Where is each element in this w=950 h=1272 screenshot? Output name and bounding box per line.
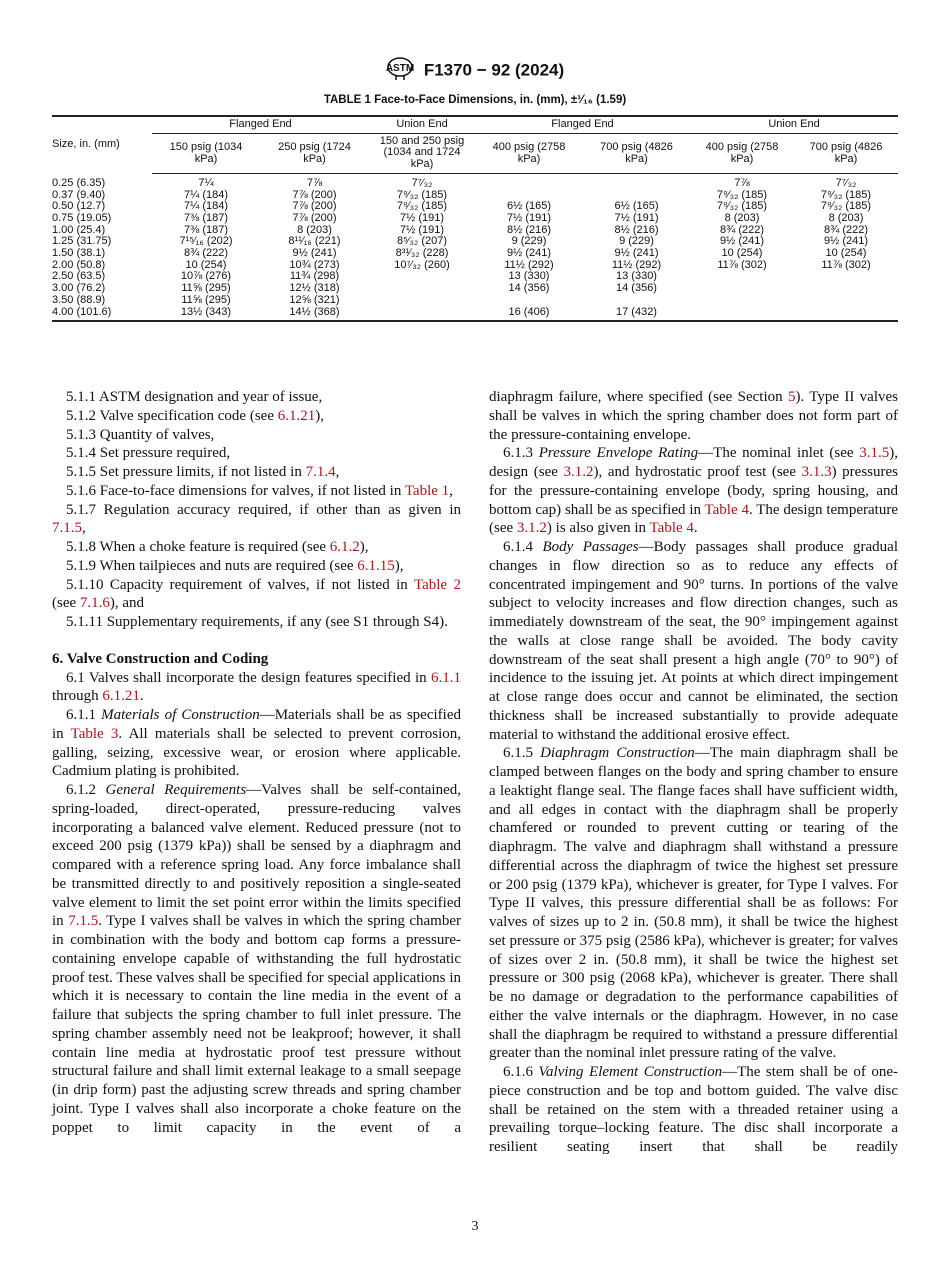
cross-reference-link[interactable]: 3.1.3 bbox=[801, 464, 832, 480]
section-heading bbox=[52, 650, 461, 669]
dimension-cell: 7½ (191) bbox=[399, 211, 445, 224]
dimension-cell bbox=[583, 173, 690, 189]
paragraph bbox=[52, 576, 461, 614]
svg-text:ASTM: ASTM bbox=[385, 63, 414, 74]
dimension-cell bbox=[369, 283, 475, 295]
text-run: 5.1.6 Face-to-face dimensions for valves, if not listed in bbox=[66, 482, 405, 499]
text-run: —Materials shall be as specified in bbox=[52, 707, 461, 742]
dimension-cell: 7⅞ bbox=[306, 176, 323, 189]
dimension-cell: 10 (254) bbox=[721, 247, 763, 260]
text-run: ), bbox=[359, 539, 369, 555]
size-cell: 1.25 (31.75) bbox=[52, 235, 112, 248]
size-cell: 0.25 (6.35) bbox=[52, 176, 106, 189]
dimension-cell: 7⁹⁄₃₂ (185) bbox=[820, 188, 872, 201]
column-header: 700 psig (4826 kPa) bbox=[583, 133, 690, 173]
text-run: . The design temperature (see bbox=[489, 501, 898, 537]
cross-reference-link[interactable]: 6.1.15 bbox=[357, 557, 395, 574]
dimension-cell: 7⁷⁄₃₂ bbox=[411, 176, 433, 189]
cross-reference-link[interactable]: Table 4 bbox=[649, 520, 694, 537]
column-header: 400 psig (2758 kPa) bbox=[690, 133, 794, 173]
dimension-cell: 11⅝ (295) bbox=[181, 293, 231, 306]
group-header: Flanged End bbox=[475, 116, 690, 133]
cross-reference-link[interactable]: 3.1.2 bbox=[516, 520, 547, 537]
dimension-cell: 9½ (241) bbox=[506, 247, 552, 260]
dimension-cell: 11⅞ (302) bbox=[717, 258, 767, 271]
dimension-cell: 8 (203) bbox=[724, 211, 760, 224]
cross-reference-link[interactable]: 6.1.21 bbox=[277, 407, 316, 424]
dimension-cell: 9 (229) bbox=[511, 235, 547, 248]
dimension-cell: 10¾ (273) bbox=[289, 258, 340, 271]
paragraph bbox=[52, 538, 461, 557]
dimension-cell: 7⁹⁄₃₂ (185) bbox=[716, 188, 768, 201]
text-run: 6.1.1 bbox=[66, 707, 102, 723]
dimension-cell: 7⅜ (187) bbox=[183, 211, 229, 224]
size-cell: 3.50 (88.9) bbox=[52, 293, 106, 306]
dimension-cell: 9 (229) bbox=[619, 235, 654, 248]
cross-reference-link[interactable]: 6.1.2 bbox=[329, 539, 360, 555]
table-title: TABLE 1 Face-to-Face Dimensions, in. (mm), ±¹⁄₁₆ (1.59) bbox=[323, 94, 627, 106]
cross-reference-link[interactable]: 7.1.5 bbox=[68, 913, 99, 930]
dimension-cell: 10 (254) bbox=[825, 247, 867, 260]
cross-reference-link[interactable]: 7.1.5 bbox=[52, 520, 82, 537]
text-run: ), design (see bbox=[489, 445, 899, 480]
dimension-cell: 6½ (165) bbox=[506, 200, 552, 213]
paragraph bbox=[52, 482, 461, 501]
dimension-cell: 8½ (216) bbox=[506, 223, 552, 236]
cross-reference-link[interactable]: Table 1 bbox=[404, 482, 450, 499]
paragraph-title: Diaphragm Construction bbox=[540, 745, 695, 762]
dimension-cell: 8³¹⁄₃₂ (228) bbox=[395, 247, 449, 260]
cross-reference-link[interactable]: 3.1.2 bbox=[563, 464, 594, 480]
dimension-cell: 17 (432) bbox=[583, 307, 690, 322]
paragraph bbox=[489, 538, 898, 744]
dimension-cell: 9½ (241) bbox=[292, 247, 337, 260]
paragraph bbox=[52, 463, 461, 482]
dimension-cell: 8¾ (222) bbox=[823, 223, 869, 236]
dimension-cell: 9½ (241) bbox=[719, 235, 765, 248]
text-run: —Body passages shall produce gradual changes in flow direction so as to reduce any effects of concentrated impingement and 90° turns. In portions of the valve subject to velocity increases and flow direction changes, such as immediately downstream of the seat, the 90° impingement against the walls at close range shall be avoided. The body cavity downstream of the seat shall present a high angle (70° to 90°) of incidence to the issuing jet. At points at which direct impingement at close range does occur and cannot be eliminated, the section thickness shall be increased substantially to provide adequate material to withstand the additional erosive effect. bbox=[489, 539, 899, 743]
dimension-cell: 10 (254) bbox=[185, 258, 227, 271]
text-run: 5.1.2 Valve specification code (see bbox=[66, 407, 278, 424]
size-cell: 1.50 (38.1) bbox=[52, 247, 106, 260]
dimension-cell: 13½ (343) bbox=[152, 307, 260, 322]
text-run: ) pressures for the pressure-containing envelope (body, spring housing, and bottom cap) shall be as specified in bbox=[489, 464, 898, 518]
text-run: —Valves shall be self-contained, spring-loaded, direct-operated, pressure-reducing valves incorporating a balanced valve element. Reduced pressure (not to exceed 200 psig (1379 kPa)) shall be sensed by a diaphragm and compared with a reference spring load. Any force imbalance shall be transmitted directly to and positively reposition a single-seated valve element to limit the set point error within the limits specified in bbox=[52, 782, 461, 930]
dimension-cell: 10⁷⁄₃₂ (260) bbox=[394, 258, 450, 271]
text-run: 6.1.6 bbox=[503, 1064, 539, 1080]
paragraph bbox=[52, 444, 461, 463]
dimension-cell bbox=[369, 307, 475, 322]
table-row bbox=[52, 271, 898, 283]
text-run: 6. Valve Construction and Coding bbox=[52, 650, 269, 667]
cross-reference-link[interactable]: 3.1.5 bbox=[859, 445, 890, 462]
dimension-cell bbox=[794, 295, 898, 307]
dimension-cell bbox=[690, 295, 794, 307]
dimension-cell bbox=[690, 271, 794, 283]
text-run: 5.1.8 When a choke feature is required (see bbox=[66, 539, 330, 555]
dimension-cell: 7⁷⁄₃₂ bbox=[835, 176, 857, 189]
document-header bbox=[0, 55, 950, 86]
dimension-cell: 7⅞ bbox=[734, 176, 750, 189]
dimension-cell: 7½ (191) bbox=[614, 211, 659, 224]
dimension-cell bbox=[690, 283, 794, 295]
dimension-cell: 11¾ (298) bbox=[289, 270, 340, 283]
text-run: , bbox=[82, 520, 86, 537]
dimension-cell: 11⅝ (295) bbox=[181, 282, 231, 295]
paragraph bbox=[52, 426, 461, 445]
size-column-header: Size, in. (mm) bbox=[52, 116, 152, 173]
astm-logo-icon bbox=[386, 55, 414, 86]
dimension-cell: 7½ (191) bbox=[399, 223, 445, 236]
dimension-cell: 16 (406) bbox=[475, 307, 583, 322]
dimension-cell: 7⅜ (187) bbox=[183, 223, 229, 236]
dimension-cell: 7⅞ (200) bbox=[292, 188, 337, 201]
dimension-cell: 11½ (292) bbox=[504, 258, 554, 271]
text-run: diaphragm failure, where specified (see Section bbox=[489, 389, 788, 405]
paragraph bbox=[52, 613, 461, 632]
column-header: 150 psig (1034 kPa) bbox=[152, 133, 260, 173]
dimension-cell: 14½ (368) bbox=[260, 307, 369, 322]
dimension-cell bbox=[369, 271, 475, 283]
cross-reference-link[interactable]: Table 4 bbox=[704, 501, 749, 518]
group-header: Union End bbox=[690, 116, 898, 133]
dimension-cell: 7⁹⁄₃₂ (185) bbox=[396, 200, 448, 213]
paragraph bbox=[52, 669, 461, 707]
text-run: 5.1.7 Regulation accuracy required, if other than as given in bbox=[66, 501, 461, 518]
table-row bbox=[52, 248, 898, 260]
text-run: 5.1.1 ASTM designation and year of issue, bbox=[66, 389, 323, 405]
dimension-cell: 8 (203) bbox=[828, 211, 864, 224]
dimension-cell: 7⁹⁄₃₂ (185) bbox=[396, 188, 448, 201]
text-run: ). Type II valves shall be valves in which the spring chamber does not form part of the pressure-containing envelope. bbox=[489, 389, 899, 443]
text-run: ), bbox=[315, 407, 324, 424]
dimension-cell bbox=[583, 295, 690, 307]
text-run: 6.1 Valves shall incorporate the design features specified in bbox=[66, 669, 431, 686]
text-run: 5.1.11 Supplementary requirements, if any (see S1 through S4). bbox=[66, 614, 448, 630]
dimension-cell: 7⁹⁄₃₂ (185) bbox=[820, 200, 872, 213]
cross-reference-link[interactable]: Table 2 bbox=[413, 576, 461, 593]
dimension-cell: 7⁹⁄₃₂ (185) bbox=[716, 200, 768, 213]
column-header: 700 psig (4826 kPa) bbox=[794, 133, 898, 173]
dimension-cell: 7¼ (184) bbox=[183, 188, 229, 201]
group-header: Union End bbox=[369, 116, 475, 133]
text-run: 5.1.9 When tailpieces and nuts are required (see bbox=[66, 557, 358, 574]
cross-reference-link[interactable]: 5 bbox=[787, 389, 796, 405]
cross-reference-link[interactable]: 7.1.6 bbox=[79, 595, 110, 612]
text-run: 6.1.5 bbox=[503, 745, 541, 762]
dimension-cell bbox=[475, 173, 583, 189]
dimension-cell bbox=[690, 307, 794, 322]
page-number: 3 bbox=[471, 1219, 479, 1234]
text-run: 5.1.4 Set pressure required, bbox=[66, 445, 231, 462]
paragraph-title: Valving Element Construction bbox=[538, 1064, 723, 1080]
dimension-cell: 7¼ bbox=[198, 176, 214, 189]
size-cell: 2.00 (50.8) bbox=[52, 258, 106, 271]
paragraph bbox=[52, 501, 461, 539]
group-header: Flanged End bbox=[152, 116, 369, 133]
text-run: (see bbox=[52, 595, 80, 612]
dimension-cell: 13 (330) bbox=[508, 270, 550, 283]
text-run: through bbox=[52, 688, 103, 705]
paragraph bbox=[52, 407, 461, 426]
text-run: ), bbox=[394, 557, 404, 574]
cross-reference-link[interactable]: 7.1.4 bbox=[305, 464, 336, 480]
dimension-cell: 12½ (318) bbox=[289, 282, 340, 295]
text-run: . bbox=[139, 688, 144, 705]
paragraph bbox=[52, 388, 461, 407]
size-cell: 3.00 (76.2) bbox=[52, 282, 106, 295]
left-text-column bbox=[52, 388, 461, 1137]
text-run: . Type I valves shall be valves in which the spring chamber in combination with the body and bottom cap forms a pressure-containing envelope capable of withstanding the full hydrostatic proof test. These valves shall be specified for special applications in which it is necessary to contain the line media in the event of a failure that subjects the spring chamber to full inlet pressure. The spring chamber assembly need not be leakproof; however, it shall contain line media at hydrostatic proof test pressure without structural failure and shall limit external leakage to a small seepage (in drip form) past the adjusting screw threads and spring chamber joint. Type I valves shall also incorporate a choke feature on the poppet to limit capacity in the event of a bbox=[52, 913, 461, 1136]
paragraph-title: Body Passages bbox=[542, 539, 639, 555]
dimension-cell: 8¹¹⁄₁₆ (221) bbox=[288, 235, 341, 248]
text-run: 6.1.3 bbox=[503, 445, 539, 462]
dimension-cell bbox=[369, 295, 475, 307]
table-row bbox=[52, 283, 898, 295]
table-row bbox=[52, 260, 898, 272]
column-header: 150 and 250 psig (1034 and 1724 kPa) bbox=[369, 133, 475, 173]
text-run: 5.1.10 Capacity requirement of valves, if not listed in bbox=[66, 576, 414, 593]
dimension-cell: 10⅞ (276) bbox=[180, 270, 232, 283]
paragraph bbox=[52, 781, 461, 1137]
text-run: ) is also given in bbox=[546, 520, 650, 537]
text-run: 6.1.4 bbox=[503, 539, 543, 555]
text-run: , bbox=[449, 482, 453, 499]
text-run: ), and bbox=[109, 595, 145, 612]
dimension-cell: 12⅝ (321) bbox=[289, 293, 340, 306]
paragraph bbox=[52, 706, 461, 781]
size-cell: 0.50 (12.7) bbox=[52, 200, 106, 213]
dimension-cell: 9½ (241) bbox=[823, 235, 869, 248]
paragraph bbox=[489, 388, 898, 444]
size-cell: 0.75 (19.05) bbox=[52, 211, 112, 224]
cross-reference-link[interactable]: 6.1.21 bbox=[102, 688, 140, 705]
right-text-column bbox=[489, 388, 898, 1157]
table-row bbox=[52, 190, 898, 202]
size-cell: 0.37 (9.40) bbox=[52, 188, 106, 201]
cross-reference-link[interactable]: 6.1.1 bbox=[431, 669, 461, 686]
text-run: —The stem shall be of one-piece construction and be top and bottom guided. The valve disc shall be retained on the stem with a threaded retainer using a prevailing torque–locking feature. The disc shall incorporate a resilient seating insert that shall be readily bbox=[489, 1064, 899, 1155]
text-run: . bbox=[693, 520, 698, 537]
dimension-cell: 6½ (165) bbox=[614, 200, 659, 213]
cross-reference-link[interactable]: Table 3 bbox=[70, 725, 119, 742]
dimension-cell: 7¹⁵⁄₁₆ (202) bbox=[179, 235, 233, 248]
text-run: . All materials shall be selected to prevent corrosion, galling, seizing, excessive wear, or erosion where applicable. Cadmium plating is prohibited. bbox=[52, 725, 461, 780]
dimension-cell bbox=[794, 283, 898, 295]
text-run: —The main diaphragm shall be clamped between flanges on the body and spring chamber to ensure a leaktight flange seal. The flange faces shall have sufficient width, and all edges in contact with the diaphragm shall be properly chamfered or rounded to prevent cutting or tearing of the diaphragm. The valve and diaphragm shall withstand a pressure differential across the diaphragm of twice the highest set pressure or 200 psig (1379 kPa), whichever is greater, for Type I valves. For Type II valves, this pressure differential shall be as follows: For valves of sizes up to 2 in. (50.8 mm), it shall be twice the highest set pressure or 375 psig (2586 kPa), whichever is greater; for valves of sizes over 2 in. (50.8 mm), it shall be twice the highest set pressure or 300 psig (2068 kPa), whichever is greater. There shall be no damage or degradation to the performance capabilities of either the valve internals or the diaphragm. However, in no case shall the diaphragm be required to withstand a pressure differential greater than the nominal inlet pressure rating of the valve. bbox=[489, 745, 899, 1062]
dimension-cell: 8¾ (222) bbox=[183, 247, 229, 260]
face-to-face-dimensions-table bbox=[52, 115, 898, 322]
size-cell: 1.00 (25.4) bbox=[52, 223, 106, 236]
table-row bbox=[52, 236, 898, 248]
paragraph bbox=[52, 557, 461, 576]
paragraph bbox=[489, 444, 898, 538]
text-run: —The nominal inlet (see bbox=[698, 445, 860, 462]
dimension-cell: 11½ (292) bbox=[611, 258, 662, 271]
dimension-cell: 8 (203) bbox=[297, 223, 332, 236]
text-run: , bbox=[335, 464, 340, 480]
dimension-cell: 8½ (216) bbox=[614, 223, 659, 236]
dimension-cell: 13 (330) bbox=[616, 270, 657, 283]
table-row bbox=[52, 173, 898, 189]
dimension-cell: 7½ (191) bbox=[506, 211, 552, 224]
table-row bbox=[52, 295, 898, 307]
column-header: 400 psig (2758 kPa) bbox=[475, 133, 583, 173]
table-row bbox=[52, 213, 898, 225]
standard-designation: F1370 − 92 (2024) bbox=[423, 60, 565, 80]
dimension-cell: 9½ (241) bbox=[614, 247, 659, 260]
column-header: 250 psig (1724 kPa) bbox=[260, 133, 369, 173]
text-run: 5.1.3 Quantity of valves, bbox=[66, 426, 215, 443]
paragraph bbox=[489, 1063, 898, 1157]
text-run: 5.1.5 Set pressure limits, if not listed in bbox=[66, 464, 306, 480]
dimension-cell: 7¼ (184) bbox=[183, 200, 229, 213]
size-cell: 4.00 (101.6) bbox=[52, 307, 152, 322]
dimension-cell: 7⅞ (200) bbox=[292, 200, 337, 213]
text-run: 6.1.2 bbox=[66, 782, 106, 798]
table-row bbox=[52, 307, 898, 322]
paragraph-title: General Requirements bbox=[105, 782, 247, 798]
dimension-cell: 11⅞ (302) bbox=[821, 258, 871, 271]
dimension-cell bbox=[794, 307, 898, 322]
dimension-cell: 8⁵⁄₃₂ (207) bbox=[397, 235, 447, 248]
text-run: ), and hydrostatic proof test (see bbox=[593, 464, 802, 480]
dimension-cell: 14 (356) bbox=[616, 282, 657, 295]
paragraph bbox=[489, 744, 898, 1063]
table-row bbox=[52, 201, 898, 213]
dimension-cell: 14 (356) bbox=[508, 282, 550, 295]
dimension-cell: 7⅞ (200) bbox=[292, 211, 337, 224]
dimension-cell bbox=[794, 271, 898, 283]
paragraph-title: Materials of Construction bbox=[101, 707, 260, 723]
size-cell: 2.50 (63.5) bbox=[52, 270, 106, 283]
dimension-cell bbox=[475, 295, 583, 307]
paragraph-title: Pressure Envelope Rating bbox=[538, 445, 699, 462]
dimension-cell: 8¾ (222) bbox=[719, 223, 765, 236]
